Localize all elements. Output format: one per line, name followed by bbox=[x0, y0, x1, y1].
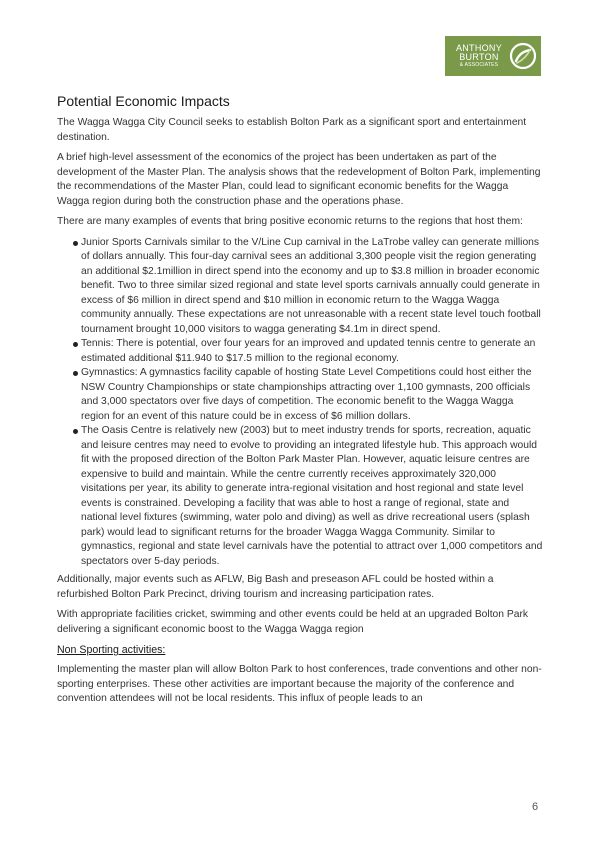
body-paragraph: Additionally, major events such as AFLW, Big Bash and preseason AFL could be hosted within a refurbished Bolton Park Precinct, driving tourism and increasing participation rates. bbox=[57, 574, 494, 600]
page-content bbox=[57, 91, 543, 713]
bullet-text: The Oasis Centre is relatively new (2003) but to meet industry trends for sports, recreation, aquatic and leisure centres may need to evolve to providing an integrated lifestyle hub. This approach would fit with the proposed direction of the Bolton Park Master Plan. However, aquatic leisure centres are expensive to build and maintain. While the centre currently receives approximately 320,000 visitations per year, its ability to generate intra-regional visitation and host regional and state level events is constrained. Developing a facility that was able to host a range of regional, state and national level fixtures (swimming, water polo and diving) as well as drive recreational users (splash park) would lead to significant returns for the broader Wagga Wagga Community. Similar to gymnastics, regional and state level carnivals have the potential to attract over 1,000 competitors and spectators over 5-day periods. bbox=[81, 425, 543, 567]
bullet-item bbox=[57, 337, 543, 366]
intro-paragraph: The Wagga Wagga City Council seeks to establish Bolton Park as a significant sport and entertainment destination. bbox=[57, 117, 527, 143]
logo-wordmark bbox=[449, 44, 509, 69]
body-paragraph: With appropriate facilities cricket, swimming and other events could be held at an upgraded Bolton Park delivering a significant economic boost to the Wagga Wagga region bbox=[57, 609, 529, 635]
bullet-item bbox=[57, 424, 543, 569]
bullet-item bbox=[57, 236, 543, 338]
section-heading: Potential Economic Impacts bbox=[57, 93, 230, 109]
bullet-text: Junior Sports Carnivals similar to the V/Line Cup carnival in the LaTrobe valley can generate millions of dollars annually. This four-day carnival sees an additional 3,300 people visit the region generating an additional $2.1million in direct spend into the economy and up to $3.8 million in broader economic benefit. Two to three similar sized regional and state level sports carnivals annually could generate in excess of $6 million in direct spend and $10 million in economic return to the Wagga Wagga community annually. These expectations are not unreasonable with a recent state level touch football tournament brought 10,000 visitors to wagga generating $4.1m in direct spend. bbox=[81, 236, 541, 335]
bullet-icon bbox=[73, 241, 78, 246]
intro-paragraph: There are many examples of events that bring positive economic returns to the regions that host them: bbox=[57, 216, 523, 227]
page-number: 6 bbox=[532, 801, 539, 813]
logo-line-2: BURTON bbox=[459, 51, 499, 62]
bullet-text: Gymnastics: A gymnastics facility capable of hosting State Level Competitions could host either the NSW Country Championships or state championships attracting over 1,100 gymnasts, 200 officials and 3,000 spectators over five days of competition. The economic benefit to the Wagga Wagga region for an event of this nature could be in excess of $6 million dollars. bbox=[81, 367, 532, 422]
bullet-icon bbox=[73, 429, 78, 434]
bullet-item bbox=[57, 366, 543, 424]
logo-line-3: & ASSOCIATES bbox=[459, 61, 499, 68]
intro-paragraph: A brief high-level assessment of the economics of the project has been undertaken as part of the development of the Master Plan. The analysis shows that the redevelopment of Bolton Park, implementing the recommendations of the Master Plan, could lead to significant economic benefits for the Wagga Wagga region during both the construction phase and the operations phase. bbox=[57, 152, 541, 207]
bullet-icon bbox=[73, 371, 78, 376]
bullet-text: Tennis: There is potential, over four years for an improved and updated tennis centre to generate an estimated additional $11.940 to $17.5 million to the regional economy. bbox=[81, 338, 536, 364]
bullet-icon bbox=[73, 342, 78, 347]
logo-emblem-icon bbox=[509, 42, 537, 70]
closing-paragraph: Implementing the master plan will allow Bolton Park to host conferences, trade conventions and other non-sporting enterprises. These other activities are important because the majority of the conference and convention attendees will not be local residents. This influx of people leads to an bbox=[57, 664, 542, 704]
subsection-heading: Non Sporting activities: bbox=[57, 644, 166, 656]
company-logo bbox=[445, 36, 541, 76]
logo-line-1: ANTHONY bbox=[455, 42, 503, 53]
events-bullet-list bbox=[57, 236, 543, 570]
